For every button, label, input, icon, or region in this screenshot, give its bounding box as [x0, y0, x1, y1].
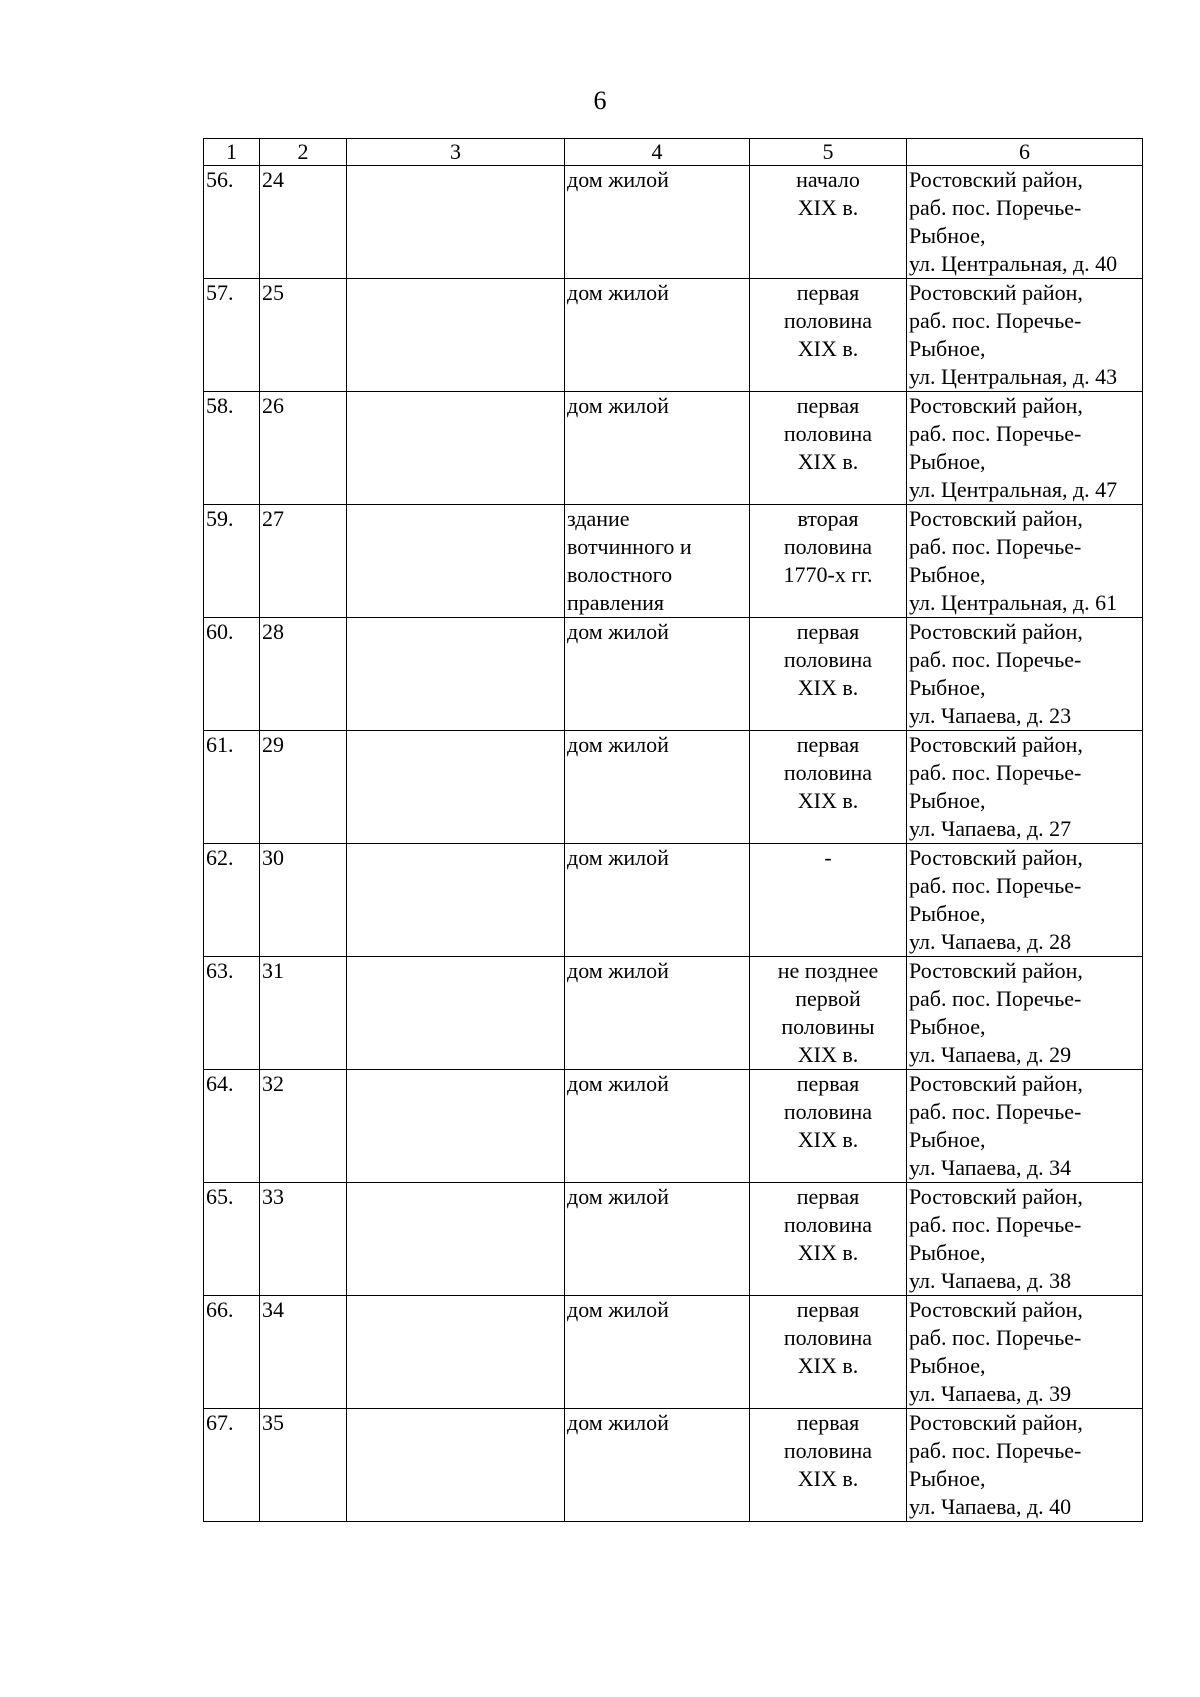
row-number-cell: 67. [204, 1409, 260, 1522]
dating-cell [750, 1296, 907, 1409]
address-line: Ростовский район, [909, 732, 1083, 757]
address-line: раб. пос. Поречье- [909, 760, 1082, 785]
column-header-2: 2 [260, 139, 347, 166]
table-row [204, 957, 1143, 1070]
dating-line: первая [796, 619, 860, 644]
object-name-line: дом жилой [567, 958, 669, 983]
table-header [204, 139, 1143, 166]
object-name-cell [565, 505, 750, 618]
column-header-4: 4 [565, 139, 750, 166]
dating-line: половина [783, 647, 873, 672]
table-row [204, 731, 1143, 844]
dating-line: первая [796, 1410, 860, 1435]
address-line: раб. пос. Поречье- [909, 308, 1082, 333]
object-name-line: дом жилой [567, 167, 669, 192]
address-line: Ростовский район, [909, 280, 1083, 305]
dating-line: половина [783, 1438, 873, 1463]
address-cell [907, 166, 1143, 279]
column-3-cell [347, 1070, 565, 1183]
dating-line: вторая [797, 506, 859, 531]
row-number-cell: 59. [204, 505, 260, 618]
address-cell [907, 1296, 1143, 1409]
dating-line: половина [783, 1212, 873, 1237]
object-name-cell [565, 1409, 750, 1522]
table-body [204, 166, 1143, 1522]
row-number-cell: 63. [204, 957, 260, 1070]
heritage-objects-table [203, 138, 1143, 1522]
address-cell [907, 392, 1143, 505]
dating-line: XIX в. [797, 195, 859, 220]
address-line: Ростовский район, [909, 1410, 1083, 1435]
dating-cell [750, 392, 907, 505]
dating-line: XIX в. [797, 1042, 859, 1067]
object-name-line: дом жилой [567, 1184, 669, 1209]
dating-line: XIX в. [797, 1240, 859, 1265]
address-line: Ростовский район, [909, 167, 1083, 192]
object-name-line: дом жилой [567, 1297, 669, 1322]
row-number-cell: 61. [204, 731, 260, 844]
row-number-cell: 64. [204, 1070, 260, 1183]
table-row [204, 279, 1143, 392]
address-line: Рыбное, [909, 1127, 986, 1152]
dating-cell [750, 166, 907, 279]
address-line: Ростовский район, [909, 1297, 1083, 1322]
dating-line: XIX в. [797, 449, 859, 474]
dating-line: первая [796, 280, 860, 305]
row-number-cell: 57. [204, 279, 260, 392]
dating-line: первая [796, 732, 860, 757]
column-3-cell [347, 844, 565, 957]
row-number-cell: 56. [204, 166, 260, 279]
column-3-cell [347, 1183, 565, 1296]
address-cell [907, 618, 1143, 731]
dating-line: первой [795, 986, 861, 1011]
column-header-1: 1 [204, 139, 260, 166]
object-code-cell: 31 [260, 957, 347, 1070]
object-name-line: дом жилой [567, 619, 669, 644]
address-line: Рыбное, [909, 449, 986, 474]
address-line: Ростовский район, [909, 1184, 1083, 1209]
object-name-line: дом жилой [567, 393, 669, 418]
address-line: ул. Чапаева, д. 34 [909, 1155, 1072, 1180]
address-line: Рыбное, [909, 1353, 986, 1378]
dating-line: половина [783, 421, 873, 446]
address-cell [907, 505, 1143, 618]
object-name-cell [565, 1070, 750, 1183]
column-3-cell [347, 731, 565, 844]
object-code-cell: 30 [260, 844, 347, 957]
dating-line: XIX в. [797, 336, 859, 361]
address-line: раб. пос. Поречье- [909, 195, 1082, 220]
dating-line: первая [796, 1184, 860, 1209]
dating-line: половина [783, 534, 873, 559]
dating-line: первая [796, 393, 860, 418]
column-header-3: 3 [347, 139, 565, 166]
address-line: раб. пос. Поречье- [909, 421, 1082, 446]
object-code-cell: 32 [260, 1070, 347, 1183]
column-header-6: 6 [907, 139, 1143, 166]
address-line: ул. Чапаева, д. 27 [909, 816, 1072, 841]
row-number-cell: 65. [204, 1183, 260, 1296]
dating-line: половины [781, 1014, 875, 1039]
object-name-cell [565, 279, 750, 392]
object-code-cell: 33 [260, 1183, 347, 1296]
column-3-cell [347, 505, 565, 618]
address-line: ул. Чапаева, д. 23 [909, 703, 1072, 728]
dating-cell [750, 618, 907, 731]
dating-cell [750, 279, 907, 392]
address-line: Рыбное, [909, 788, 986, 813]
object-name-line: правления [567, 590, 665, 615]
address-line: раб. пос. Поречье- [909, 1212, 1082, 1237]
dating-cell [750, 1070, 907, 1183]
column-3-cell [347, 166, 565, 279]
address-line: Рыбное, [909, 336, 986, 361]
address-line: ул. Чапаева, д. 29 [909, 1042, 1072, 1067]
address-line: ул. Чапаева, д. 39 [909, 1381, 1072, 1406]
object-name-cell [565, 957, 750, 1070]
address-line: Рыбное, [909, 1014, 986, 1039]
address-line: раб. пос. Поречье- [909, 534, 1082, 559]
column-3-cell [347, 1409, 565, 1522]
address-line: Ростовский район, [909, 619, 1083, 644]
object-code-cell: 26 [260, 392, 347, 505]
dating-line: - [824, 845, 832, 870]
address-line: Ростовский район, [909, 845, 1083, 870]
object-name-cell [565, 166, 750, 279]
dating-line: XIX в. [797, 788, 859, 813]
address-line: раб. пос. Поречье- [909, 986, 1082, 1011]
object-name-line: дом жилой [567, 1071, 669, 1096]
address-cell [907, 957, 1143, 1070]
address-cell [907, 279, 1143, 392]
dating-cell [750, 505, 907, 618]
address-line: Ростовский район, [909, 958, 1083, 983]
object-code-cell: 28 [260, 618, 347, 731]
row-number-cell: 66. [204, 1296, 260, 1409]
dating-cell [750, 844, 907, 957]
dating-line: не позднее [777, 958, 879, 983]
address-line: Ростовский район, [909, 506, 1083, 531]
dating-cell [750, 731, 907, 844]
dating-line: первая [796, 1297, 860, 1322]
dating-line: начало [796, 167, 860, 192]
object-name-line: волостного [567, 562, 673, 587]
dating-line: XIX в. [797, 675, 859, 700]
dating-line: XIX в. [797, 1353, 859, 1378]
address-line: ул. Центральная, д. 43 [909, 364, 1118, 389]
object-name-cell [565, 844, 750, 957]
object-name-line: вотчинного и [567, 534, 692, 559]
table-row [204, 505, 1143, 618]
address-line: ул. Чапаева, д. 28 [909, 929, 1072, 954]
address-cell [907, 1409, 1143, 1522]
column-3-cell [347, 957, 565, 1070]
table-row [204, 392, 1143, 505]
address-line: Рыбное, [909, 223, 986, 248]
table-row [204, 166, 1143, 279]
dating-line: половина [783, 760, 873, 785]
column-3-cell [347, 1296, 565, 1409]
column-header-5: 5 [750, 139, 907, 166]
address-line: ул. Чапаева, д. 38 [909, 1268, 1072, 1293]
object-code-cell: 35 [260, 1409, 347, 1522]
table-row [204, 1409, 1143, 1522]
address-line: Рыбное, [909, 675, 986, 700]
object-name-line: дом жилой [567, 1410, 669, 1435]
address-line: раб. пос. Поречье- [909, 1325, 1082, 1350]
object-name-line: здание [567, 506, 630, 531]
address-line: Рыбное, [909, 1466, 986, 1491]
address-line: раб. пос. Поречье- [909, 647, 1082, 672]
object-code-cell: 27 [260, 505, 347, 618]
address-line: раб. пос. Поречье- [909, 1099, 1082, 1124]
address-line: Рыбное, [909, 562, 986, 587]
object-code-cell: 25 [260, 279, 347, 392]
dating-line: 1770-х гг. [783, 562, 873, 587]
table-row [204, 618, 1143, 731]
dating-line: первая [796, 1071, 860, 1096]
address-cell [907, 1183, 1143, 1296]
address-cell [907, 731, 1143, 844]
column-3-cell [347, 279, 565, 392]
table-row [204, 1296, 1143, 1409]
row-number-cell: 62. [204, 844, 260, 957]
object-name-cell [565, 618, 750, 731]
dating-cell [750, 957, 907, 1070]
address-line: Ростовский район, [909, 1071, 1083, 1096]
address-line: ул. Центральная, д. 47 [909, 477, 1118, 502]
address-line: ул. Центральная, д. 61 [909, 590, 1118, 615]
dating-line: половина [783, 308, 873, 333]
object-name-cell [565, 392, 750, 505]
column-3-cell [347, 392, 565, 505]
dating-line: половина [783, 1099, 873, 1124]
address-line: ул. Центральная, д. 40 [909, 251, 1118, 276]
row-number-cell: 60. [204, 618, 260, 731]
table-row [204, 1183, 1143, 1296]
table-row [204, 844, 1143, 957]
address-line: Ростовский район, [909, 393, 1083, 418]
address-line: ул. Чапаева, д. 40 [909, 1494, 1072, 1519]
object-code-cell: 24 [260, 166, 347, 279]
dating-cell [750, 1183, 907, 1296]
dating-line: XIX в. [797, 1466, 859, 1491]
object-name-cell [565, 731, 750, 844]
page-number: 6 [593, 86, 607, 115]
row-number-cell: 58. [204, 392, 260, 505]
dating-cell [750, 1409, 907, 1522]
address-line: раб. пос. Поречье- [909, 873, 1082, 898]
object-name-line: дом жилой [567, 280, 669, 305]
address-cell [907, 844, 1143, 957]
object-code-cell: 29 [260, 731, 347, 844]
address-cell [907, 1070, 1143, 1183]
object-code-cell: 34 [260, 1296, 347, 1409]
address-line: раб. пос. Поречье- [909, 1438, 1082, 1463]
address-line: Рыбное, [909, 901, 986, 926]
object-name-cell [565, 1183, 750, 1296]
object-name-line: дом жилой [567, 845, 669, 870]
address-line: Рыбное, [909, 1240, 986, 1265]
column-3-cell [347, 618, 565, 731]
object-name-cell [565, 1296, 750, 1409]
dating-line: XIX в. [797, 1127, 859, 1152]
dating-line: половина [783, 1325, 873, 1350]
table-row [204, 1070, 1143, 1183]
header-row [204, 139, 1143, 166]
object-name-line: дом жилой [567, 732, 669, 757]
